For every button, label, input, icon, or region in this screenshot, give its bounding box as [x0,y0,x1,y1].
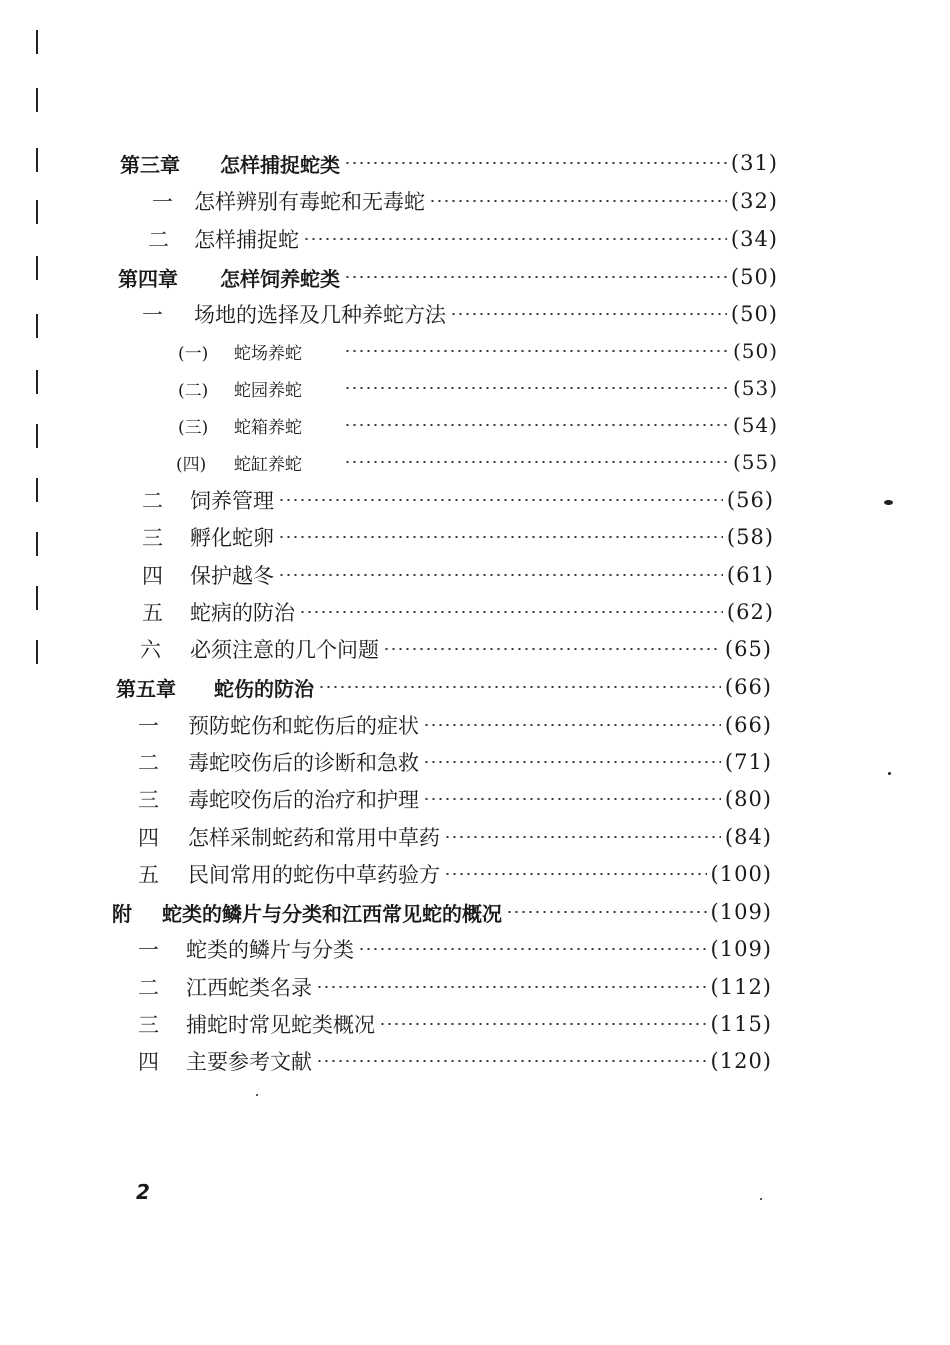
leader-dots [316,1060,707,1062]
leader-dots [278,574,723,576]
toc-entry[interactable] [138,934,772,964]
toc-entry-number: 第五章 [116,676,176,701]
leader-dots [423,724,721,726]
toc-entry-number: 六 [140,638,161,662]
toc-entry-page: (31) [730,151,778,175]
leader-dots [303,238,727,240]
toc-entry-number: 一 [152,190,173,214]
toc-entry-page: (84) [724,825,772,849]
leader-dots [318,686,721,688]
toc-entry-page: (100) [710,862,772,886]
toc-entry-number: 一 [142,303,163,327]
toc-entry-title: 毒蛇咬伤后的治疗和护理 [188,788,419,812]
toc-entry-page: (66) [724,713,772,737]
toc-entry-number: (二) [178,380,209,401]
scan-speck [760,1198,762,1200]
toc-entry-number: 附 [112,901,132,926]
toc-entry-number: 二 [138,751,159,775]
scan-speck [884,500,893,505]
toc-entry-page: (120) [710,1049,772,1073]
toc-entry-page: (61) [726,563,774,587]
leader-dots [344,276,727,278]
toc-entry-title: 蛇箱养蛇 [234,417,302,438]
toc-subentry[interactable] [178,410,778,440]
toc-entry[interactable] [138,972,772,1002]
toc-entry-title: 必须注意的几个问题 [190,638,379,662]
toc-entry-page: (54) [732,413,778,437]
leader-dots [423,798,721,800]
toc-entry-title: 蛇园养蛇 [234,380,302,401]
toc-entry-number: 二 [148,228,169,252]
toc-entry-number: (三) [178,417,209,438]
toc-entry-title: 保护越冬 [190,564,274,588]
binding-marks [36,30,40,670]
page-number: 2 [136,1180,150,1204]
toc-entry-title: 民间常用的蛇伤中草药验方 [188,863,440,887]
leader-dots [429,200,727,202]
toc-entry[interactable] [142,522,774,552]
leader-dots [278,499,723,501]
toc-entry-title: 蛇类的鳞片与分类和江西常见蛇的概况 [162,901,502,926]
scan-speck [256,1094,258,1096]
toc-subentry[interactable] [176,447,778,477]
toc-entry[interactable] [148,224,778,254]
leader-dots [383,648,721,650]
toc-entry-number: 三 [138,1013,159,1037]
leader-dots [444,836,721,838]
toc-entry-appendix[interactable] [112,897,772,927]
toc-entry-number: 三 [138,788,159,812]
toc-entry-number: 二 [138,976,159,1000]
toc-entry-title: 毒蛇咬伤后的诊断和急救 [188,751,419,775]
leader-dots [423,761,721,763]
toc-entry-title: 蛇病的防治 [190,601,295,625]
toc-entry-number: 一 [138,714,159,738]
toc-entry[interactable] [138,1009,772,1039]
toc-subentry[interactable] [178,373,778,403]
toc-entry-page: (80) [724,787,772,811]
toc-subentry[interactable] [178,336,778,366]
toc-entry[interactable] [142,485,774,515]
toc-entry-chapter-3[interactable] [120,148,778,178]
toc-entry-title: 蛇缸养蛇 [234,454,302,475]
leader-dots [358,948,707,950]
toc-entry-number: 第四章 [118,266,178,291]
toc-entry-number: 第三章 [120,152,180,177]
toc-entry-title: 怎样采制蛇药和常用中草药 [188,826,440,850]
toc-entry-number: 五 [138,863,159,887]
toc-entry-number: (一) [178,343,209,364]
toc-entry-number: 四 [142,564,163,588]
toc-entry-title: 怎样捕捉蛇类 [220,152,340,177]
toc-entry[interactable] [138,822,772,852]
leader-dots [344,162,727,164]
toc-entry-number: 四 [138,826,159,850]
toc-entry[interactable] [138,859,772,889]
toc-entry-chapter-5[interactable] [116,672,772,702]
toc-entry-number: (四) [176,454,207,475]
toc-entry-page: (65) [724,637,772,661]
toc-entry-title: 预防蛇伤和蛇伤后的症状 [188,714,419,738]
toc-entry-page: (62) [726,600,774,624]
toc-entry-page: (50) [732,339,778,363]
scan-speck [888,772,891,775]
toc-entry-number: 一 [138,938,159,962]
toc-entry-title: 江西蛇类名录 [186,976,312,1000]
toc-entry[interactable] [140,634,772,664]
toc-entry[interactable] [152,186,778,216]
toc-entry-page: (50) [730,265,778,289]
toc-entry-title: 孵化蛇卵 [190,526,274,550]
toc-entry-title: 主要参考文献 [186,1050,312,1074]
toc-entry-title: 饲养管理 [190,489,274,513]
toc-entry-title: 怎样辨别有毒蛇和无毒蛇 [194,190,425,214]
toc-entry-number: 四 [138,1050,159,1074]
toc-entry-page: (56) [726,488,774,512]
toc-entry-number: 五 [142,601,163,625]
toc-entry-title: 怎样捕捉蛇 [194,228,299,252]
toc-entry-page: (34) [730,227,778,251]
leader-dots [344,387,729,389]
toc-entry-number: 二 [142,489,163,513]
leader-dots [344,350,729,352]
toc-entry-title: 场地的选择及几种养蛇方法 [194,303,446,327]
toc-entry-title: 蛇场养蛇 [234,343,302,364]
toc-entry[interactable] [138,747,772,777]
leader-dots [444,873,707,875]
toc-entry-title: 捕蛇时常见蛇类概况 [186,1013,375,1037]
toc-entry-number: 三 [142,526,163,550]
toc-entry[interactable] [142,597,774,627]
leader-dots [450,313,727,315]
toc-entry-page: (50) [730,302,778,326]
toc-entry-title: 怎样饲养蛇类 [220,266,340,291]
toc-entry-chapter-4[interactable] [118,262,778,292]
leader-dots [379,1023,707,1025]
toc-entry-page: (66) [724,675,772,699]
toc-entry-page: (109) [710,937,772,961]
toc-entry-page: (58) [726,525,774,549]
toc-entry[interactable] [138,710,772,740]
leader-dots [344,461,729,463]
toc-entry-title: 蛇类的鳞片与分类 [186,938,354,962]
toc-entry-page: (112) [710,975,772,999]
toc-entry-page: (55) [732,450,778,474]
toc-entry-page: (115) [710,1012,772,1036]
toc-entry-page: (32) [730,189,778,213]
leader-dots [278,536,723,538]
toc-entry-page: (53) [732,376,778,400]
toc-entry[interactable] [138,1046,772,1076]
toc-entry-page: (109) [710,900,772,924]
leader-dots [344,424,729,426]
toc-entry-title: 蛇伤的防治 [214,676,314,701]
toc-entry[interactable] [138,784,772,814]
toc-entry[interactable] [142,299,778,329]
toc-entry-page: (71) [724,750,772,774]
leader-dots [299,611,723,613]
leader-dots [506,911,707,913]
leader-dots [316,986,707,988]
toc-entry[interactable] [142,560,774,590]
